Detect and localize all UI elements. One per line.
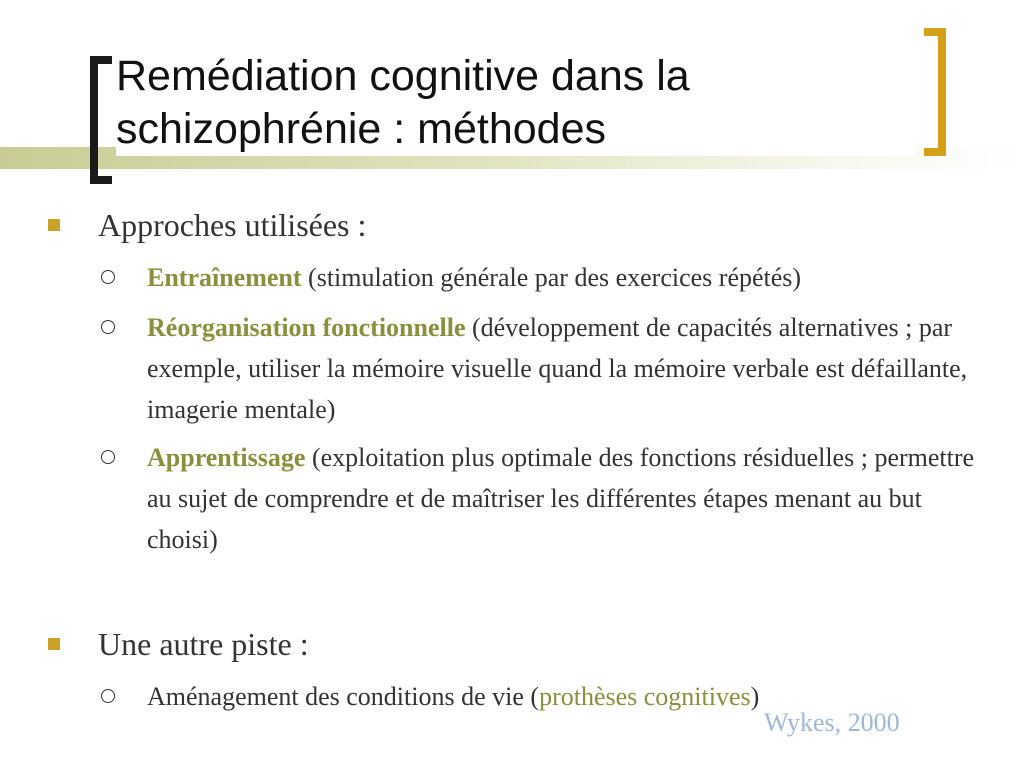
term-training: Entraînement (147, 263, 302, 292)
slide-title (116, 50, 916, 156)
title-line-2: schizophrénie : méthodes (116, 105, 607, 153)
left-bracket-decoration (90, 56, 112, 184)
title-line-1: Remédiation cognitive dans la (116, 52, 690, 100)
circle-bullet-icon (101, 450, 115, 464)
term-reorganisation: Réorganisation fonctionnelle (147, 313, 466, 342)
desc-training: (stimulation générale par des exercices répétés) (301, 263, 802, 292)
desc-learning: (exploitation plus optimale des fonctions résiduelles ; permettre au sujet de comprendre et de maîtriser les différentes étapes menant au but choisi) (147, 443, 975, 554)
list-item-learning (147, 437, 977, 560)
desc-reorganisation: (développement de capacités alternatives ; par exemple, utiliser la mémoire visuelle quand la mémoire verbale est défaillante, imagerie mentale) (147, 313, 968, 424)
circle-bullet-icon (101, 320, 115, 334)
term-learning: Apprentissage (147, 443, 306, 472)
section-heading-approaches: Approches utilisées : (98, 207, 367, 243)
list-item-reorganisation (147, 307, 977, 430)
term-cognitive-prostheses: prothèses cognitives (539, 682, 751, 711)
living-conditions-post: ) (750, 682, 760, 711)
list-item-training (147, 257, 977, 298)
citation: Wykes, 2000 (764, 708, 900, 737)
right-bracket-decoration (924, 28, 946, 156)
section-heading-other: Une autre piste : (98, 626, 309, 662)
square-bullet-icon (48, 638, 60, 650)
living-conditions-pre: Aménagement des conditions de vie ( (147, 682, 540, 711)
square-bullet-icon (48, 219, 60, 231)
circle-bullet-icon (101, 689, 115, 703)
circle-bullet-icon (101, 270, 115, 284)
